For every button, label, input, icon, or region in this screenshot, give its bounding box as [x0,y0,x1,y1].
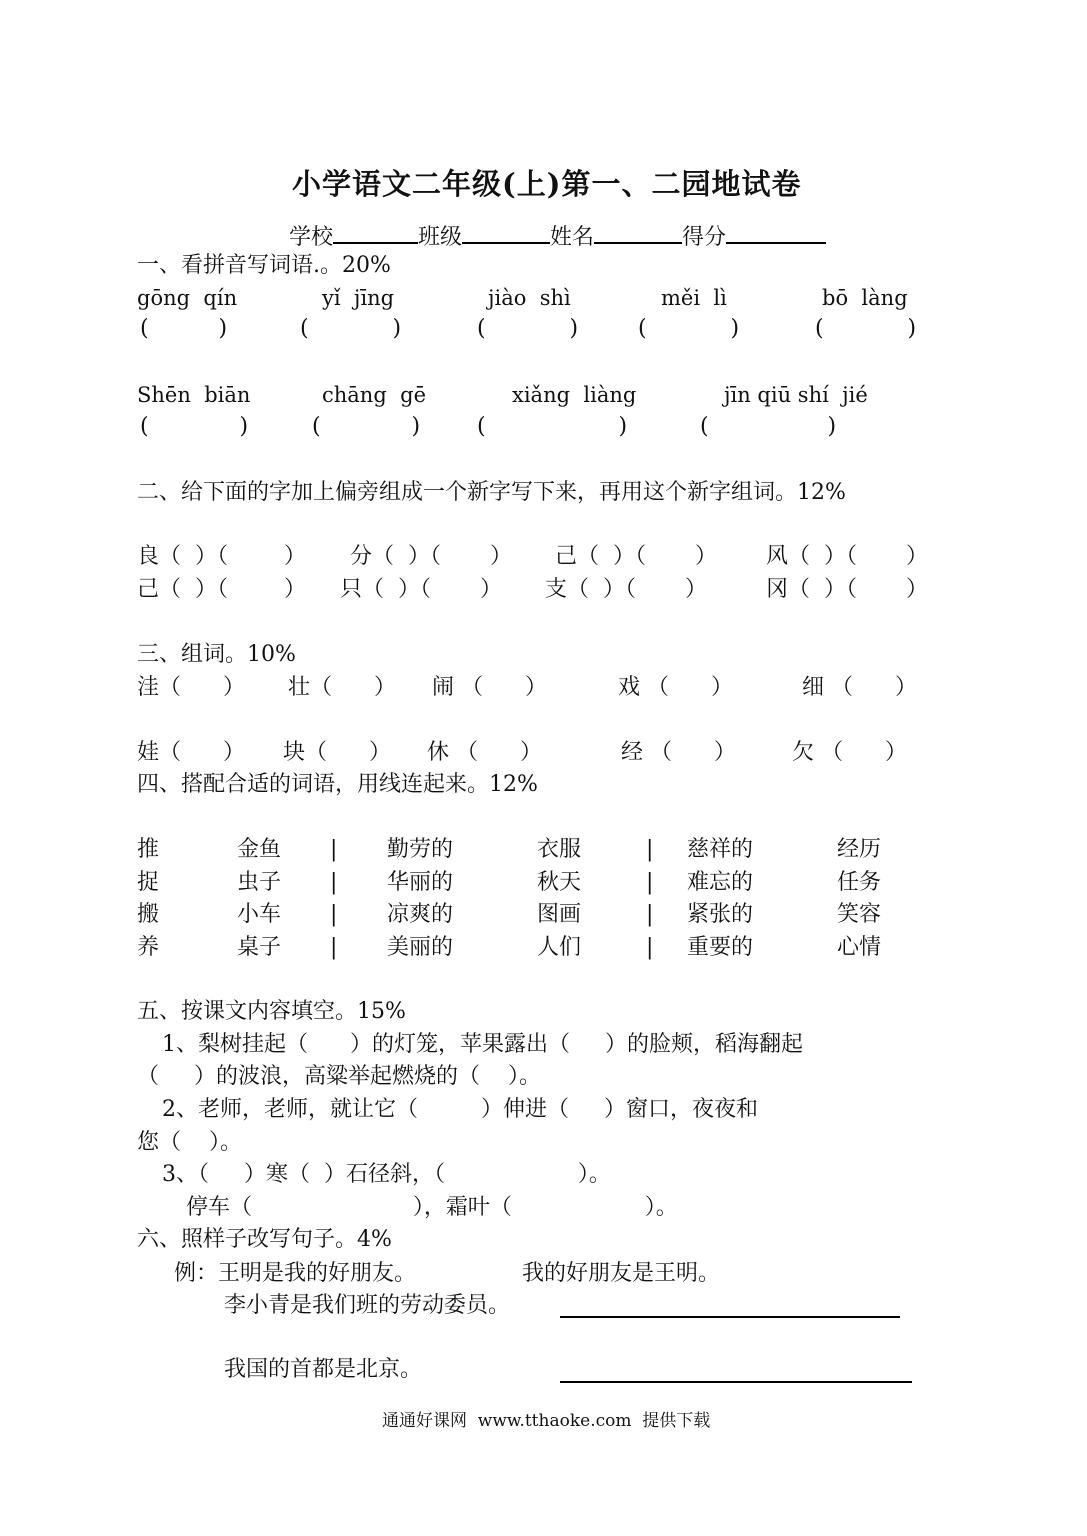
pinyin-item: Shēn biān [137,383,251,407]
base-char: 己 [555,544,578,569]
question-text: ）石径斜，（ [323,1162,445,1187]
word-item: 细 （ ） [802,675,917,700]
word-char: 块 [283,740,306,765]
score-label: 得分 [682,225,727,250]
section-6-heading: 六、照样子改写句子。4% [137,1227,392,1252]
question-text: 2、老师，老师，就让它（ [162,1097,418,1122]
question-text: 您（ [137,1130,182,1155]
pinyin-item: jiào shì [488,286,571,310]
answer-blank[interactable]: ( ) [477,316,579,341]
match-word[interactable]: 难忘的 [687,870,754,895]
question-text: ）。 [644,1195,678,1220]
pinyin-item: xiǎng liàng [512,383,637,407]
answer-blank[interactable]: ( ) [312,414,421,439]
question-text: ）。 [577,1162,611,1187]
section-1-heading: 一、看拼音写词语.。20% [137,253,391,278]
match-word[interactable]: 重要的 [687,935,754,960]
column-divider: | [646,837,654,862]
radical-item: 分（ ）（ ） [350,544,512,569]
base-char: 支 [545,577,568,602]
rewrite-answer-line-2[interactable] [560,1381,912,1383]
section-2-heading: 二、给下面的字加上偏旁组成一个新字写下来，再用这个新字组词。12% [137,480,846,505]
column-divider: | [330,902,338,927]
question-text: ）。 [209,1130,243,1155]
question-text: ），霜叶（ [412,1195,512,1220]
pinyin-item: chāng gē [322,383,426,407]
question-text: ）窗口，夜夜和 [603,1097,758,1122]
match-word[interactable]: 任务 [837,870,882,895]
column-divider: | [330,837,338,862]
score-field[interactable] [726,222,826,244]
school-label: 学校 [289,225,334,250]
radical-item: 良（ ）（ ） [137,544,306,569]
radical-item: 风（ ）（ ） [766,544,928,569]
word-char: 细 [802,675,825,700]
question-text: ）寒（ [243,1162,310,1187]
word-char: 戏 [618,675,641,700]
match-word[interactable]: 凉爽的 [387,902,454,927]
example-answer: 我的好朋友是王明。 [522,1261,721,1286]
answer-blank[interactable]: ( ) [140,414,249,439]
section-5-heading: 五、按课文内容填空。15% [137,999,406,1024]
radical-item: 己（ ）（ ） [555,544,717,569]
fill-blank[interactable] [445,1162,578,1187]
fill-blank[interactable] [418,1097,481,1122]
word-char: 欠 [792,740,815,765]
pinyin-item: yǐ jīng [322,286,395,310]
radical-item: 冈（ ）（ ） [766,577,928,602]
pinyin-item: bō làng [822,286,908,310]
word-char: 娃 [137,740,160,765]
column-divider: | [646,870,654,895]
word-item: 娃（ ） [137,740,245,765]
fill-blank[interactable] [512,1195,645,1220]
word-item: 块（ ） [283,740,391,765]
fill-blank[interactable] [569,1097,604,1122]
pinyin-item: jīn qiū shí jié [724,383,868,407]
class-label: 班级 [418,225,463,250]
base-char: 风 [766,544,789,569]
rewrite-sentence-1: 李小青是我们班的劳动委员。 [224,1293,511,1318]
answer-blank[interactable]: ( ) [300,316,402,341]
pinyin-item: gōng qín [137,286,238,310]
match-word[interactable]: 捉 [137,870,160,895]
footer-credit: 通通好课网 www.tthaoke.com 提供下载 [382,1411,711,1431]
word-item: 闹 （ ） [432,675,547,700]
class-field[interactable] [462,222,550,244]
match-word[interactable]: 桌子 [237,935,282,960]
match-word[interactable]: 慈祥的 [687,837,754,862]
column-divider: | [330,870,338,895]
fill-question-3-cont [186,1197,678,1219]
word-char: 休 [427,740,450,765]
base-char: 冈 [766,577,789,602]
question-text: ）。 [507,1064,541,1089]
student-info-line [289,222,826,249]
match-word[interactable]: 图画 [537,902,582,927]
match-word[interactable]: 衣服 [537,837,582,862]
match-word[interactable]: 心情 [837,935,882,960]
word-char: 经 [621,740,644,765]
fill-blank[interactable] [480,1064,508,1089]
section-4-heading: 四、搭配合适的词语，用线连起来。12% [137,772,538,797]
base-char: 只 [340,577,363,602]
name-label: 姓名 [550,225,595,250]
name-field[interactable] [594,222,682,244]
match-word[interactable]: 紧张的 [687,902,754,927]
pinyin-item: měi lì [661,286,727,310]
base-char: 分 [350,544,373,569]
question-text: 1、梨树挂起（ [162,1032,308,1057]
word-item: 经 （ ） [621,740,736,765]
rewrite-answer-line-1[interactable] [560,1316,900,1318]
match-word[interactable]: 金鱼 [237,837,282,862]
fill-blank[interactable] [252,1195,413,1220]
word-char: 壮 [288,675,311,700]
match-word[interactable]: 秋天 [537,870,582,895]
question-text: ）的脸颊，稻海翻起 [604,1032,803,1057]
fill-blank[interactable] [310,1162,324,1187]
word-item: 戏 （ ） [618,675,733,700]
match-word[interactable]: 小车 [237,902,282,927]
match-word[interactable]: 美丽的 [387,935,454,960]
column-divider: | [646,935,654,960]
word-item: 洼（ ） [137,675,245,700]
answer-blank[interactable]: ( ) [700,414,837,439]
match-word[interactable]: 勤劳的 [387,837,454,862]
word-char: 闹 [432,675,455,700]
fill-blank[interactable] [181,1130,209,1155]
section-3-heading: 三、组词。10% [137,642,296,667]
column-divider: | [330,935,338,960]
question-text: 停车（ [186,1195,253,1220]
radical-item: 只（ ）（ ） [340,577,502,602]
question-text: ）的灯笼，苹果露出（ [349,1032,570,1057]
match-word[interactable]: 虫子 [237,870,282,895]
base-char: 己 [137,577,160,602]
rewrite-sentence-2: 我国的首都是北京。 [224,1357,423,1382]
answer-blank[interactable]: ( ) [477,414,628,439]
fill-question-1 [162,1034,803,1056]
fill-question-2-cont [137,1132,242,1154]
answer-blank[interactable]: ( ) [638,316,740,341]
word-char: 洼 [137,675,160,700]
answer-blank[interactable]: ( ) [140,316,228,341]
fill-blank[interactable] [308,1032,350,1057]
example-sentence: 例：王明是我的好朋友。 [174,1261,417,1286]
match-word[interactable]: 搬 [137,902,160,927]
match-word[interactable]: 经历 [837,837,882,862]
radical-item: 己（ ）（ ） [137,577,306,602]
word-item: 休 （ ） [427,740,542,765]
question-text: ）的波浪，高粱举起燃烧的（ [193,1064,480,1089]
match-word[interactable]: 人们 [537,935,582,960]
fill-question-3 [162,1164,611,1186]
column-divider: | [646,902,654,927]
fill-blank[interactable] [209,1162,244,1187]
match-word[interactable]: 华丽的 [387,870,454,895]
word-item: 欠 （ ） [792,740,907,765]
question-text: 3、（ [162,1162,209,1187]
answer-blank[interactable]: ( ) [815,316,917,341]
radical-item: 支（ ）（ ） [545,577,707,602]
match-word[interactable]: 笑容 [837,902,882,927]
fill-question-1-cont [137,1066,541,1088]
base-char: 良 [137,544,160,569]
fill-blank[interactable] [570,1032,605,1057]
fill-question-2 [162,1099,758,1121]
fill-blank[interactable] [159,1064,194,1089]
school-field[interactable] [333,222,418,244]
page-title: 小学语文二年级(上)第一、二园地试卷 [292,167,802,201]
match-word[interactable]: 推 [137,837,160,862]
match-word[interactable]: 养 [137,935,160,960]
question-text: （ [137,1064,160,1089]
question-text: ）伸进（ [480,1097,569,1122]
word-item: 壮（ ） [288,675,396,700]
